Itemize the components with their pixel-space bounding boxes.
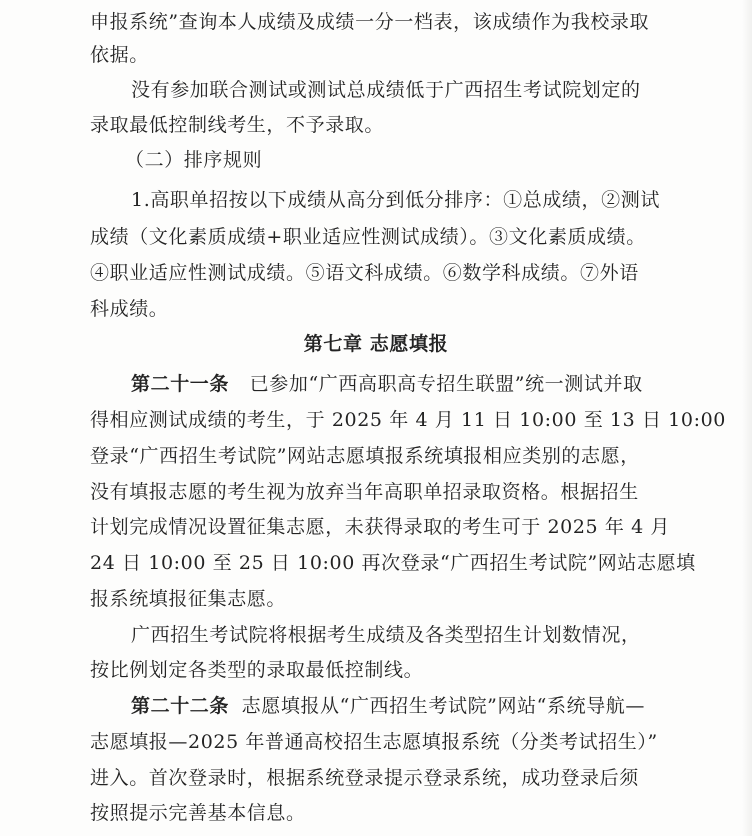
text-line: 申报系统”查询本人成绩及成绩一分一档表，该成绩作为我校录取	[90, 11, 650, 33]
text-line: 志愿填报—2025 年普通高校招生志愿填报系统（分类考试招生）”	[90, 731, 658, 753]
article-21-first-line	[131, 371, 643, 397]
text-line: 24 日 10:00 至 25 日 10:00 再次登录“广西招生考试院”网站志愿填	[90, 552, 696, 574]
article-21-text: 已参加“广西高职高专招生联盟”统一测试并取	[249, 373, 643, 395]
text-line: 按照提示完善基本信息。	[90, 802, 306, 824]
text-line: 没有填报志愿的考生视为放弃当年高职单招录取资格。根据招生	[90, 481, 639, 503]
text-line: 录取最低控制线考生，不予录取。	[90, 114, 385, 136]
text-line: 没有参加联合测试或测试总成绩低于广西招生考试院划定的	[131, 79, 641, 101]
text-line: 计划完成情况设置征集志愿，未获得录取的考生可于 2025 年 4 月	[90, 516, 671, 538]
section-subheading: （二）排序规则	[125, 149, 263, 171]
text-line: ④职业适应性测试成绩。⑤语文科成绩。⑥数学科成绩。⑦外语	[90, 262, 639, 284]
text-line: 广西招生考试院将根据考生成绩及各类型招生计划数情况，	[131, 624, 641, 646]
article-22-label: 第二十二条	[131, 695, 230, 717]
article-21-label: 第二十一条	[131, 373, 230, 395]
text-line: 得相应测试成绩的考生，于 2025 年 4 月 11 日 10:00 至 13 日 10:00	[90, 409, 726, 431]
article-22-first-line	[131, 693, 645, 719]
chapter-heading: 第七章 志愿填报	[303, 333, 449, 355]
text-line: 按比例划定各类型的录取最低控制线。	[90, 659, 424, 681]
text-line: 1.高职单招按以下成绩从高分到低分排序：①总成绩，②测试	[131, 189, 660, 211]
page-edge-shadow	[742, 0, 752, 836]
article-22-text: 志愿填报从“广西招生考试院”网站“系统导航—	[241, 695, 645, 717]
text-line: 进入。首次登录时，根据系统登录提示登录系统，成功登录后须	[90, 767, 639, 789]
text-line: 成绩（文化素质成绩+职业适应性测试成绩）。③文化素质成绩。	[90, 226, 646, 248]
text-line: 登录“广西招生考试院”网站志愿填报系统填报相应类别的志愿，	[90, 445, 640, 467]
text-line: 报系统填报征集志愿。	[90, 588, 287, 610]
text-line: 依据。	[90, 44, 149, 66]
text-line: 科成绩。	[90, 298, 169, 320]
